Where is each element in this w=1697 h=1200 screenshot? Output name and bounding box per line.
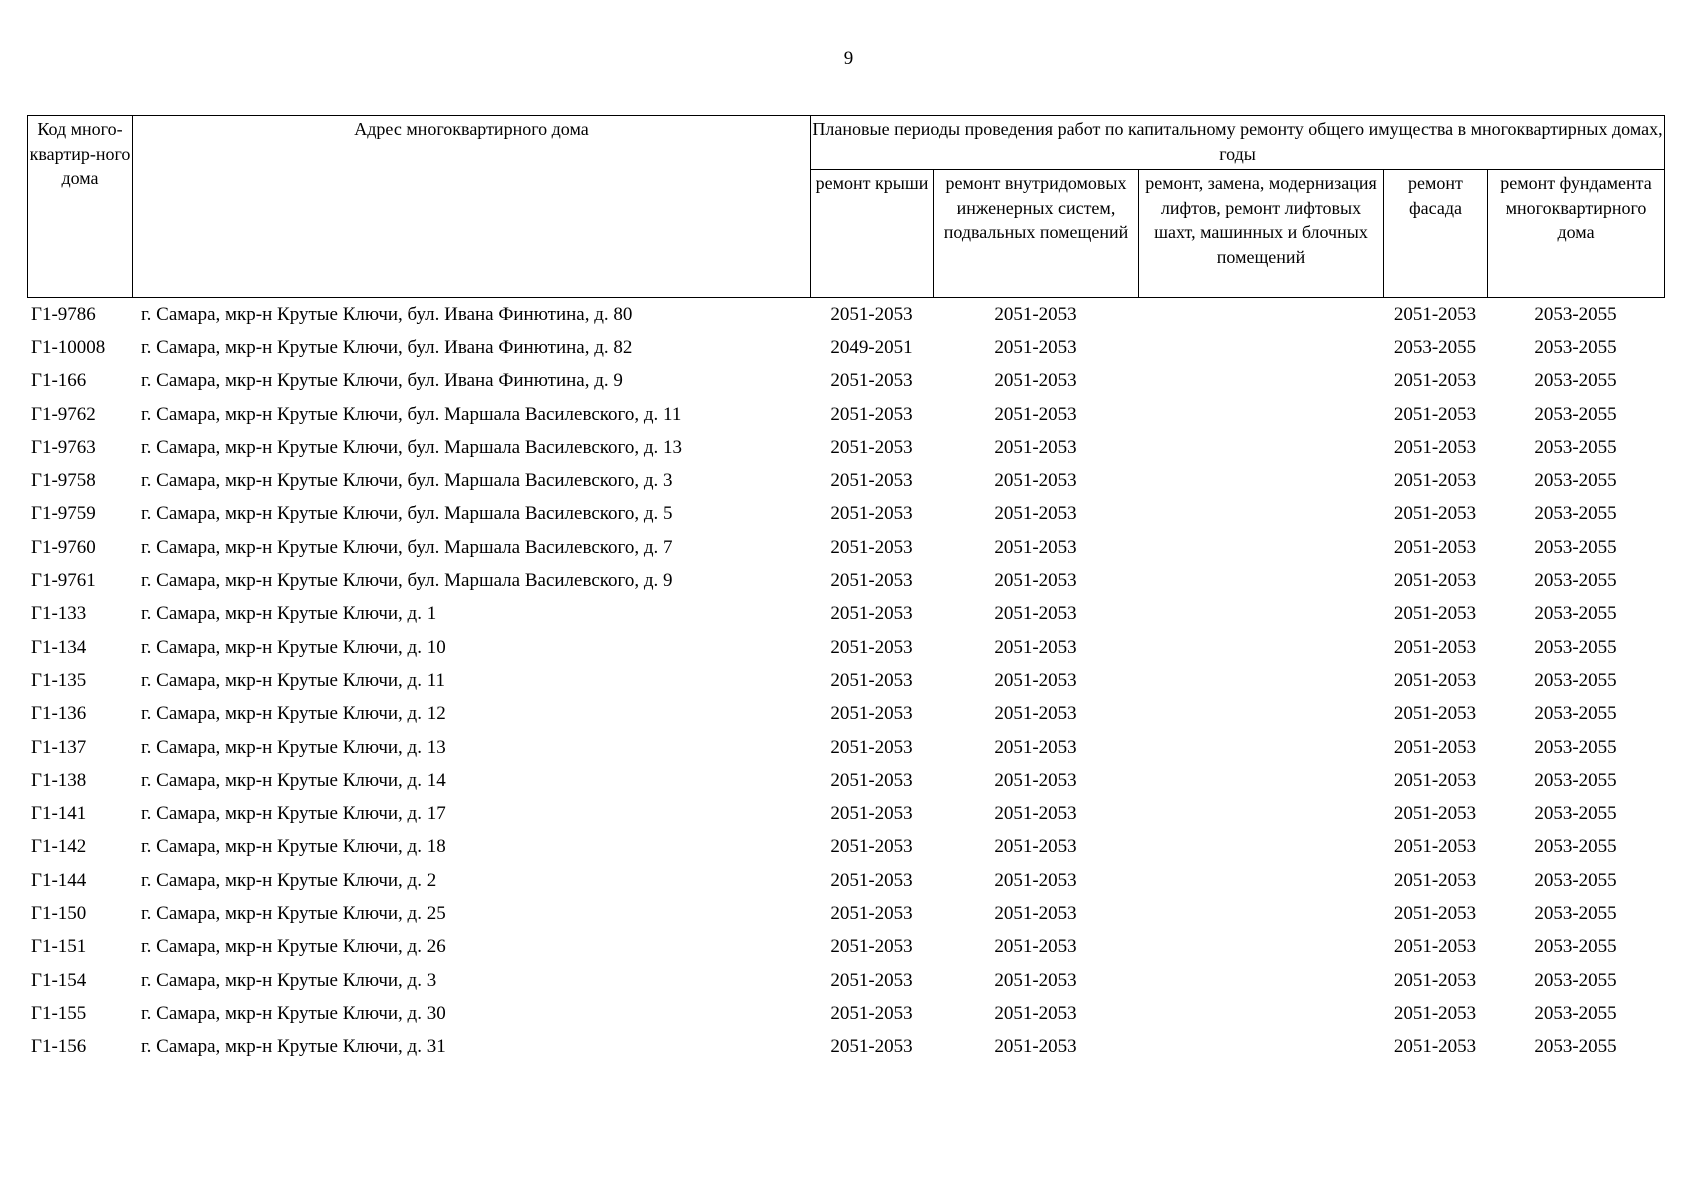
- cell-roof: 2051-2053: [830, 470, 913, 492]
- cell-engineering: 2051-2053: [994, 436, 1077, 458]
- cell-facade: 2051-2053: [1393, 570, 1477, 592]
- table-row: [27, 964, 1664, 997]
- cell-elevators: [1138, 365, 1383, 398]
- cell-elevators: [1138, 631, 1383, 664]
- header-engineering: ремонт внутридомовых инженерных систем, подвальных помещений: [934, 170, 1139, 298]
- header-foundation: ремонт фундамента многоквартирного дома: [1488, 170, 1665, 298]
- cell-facade: 2051-2053: [1393, 636, 1477, 658]
- cell-foundation: 2053-2055: [1534, 636, 1617, 658]
- cell-engineering: 2051-2053: [994, 536, 1077, 558]
- cell-engineering: 2051-2053: [994, 603, 1077, 625]
- cell-engineering: 2051-2053: [994, 669, 1077, 691]
- cell-address: г. Самара, мкр-н Крутые Ключи, бул. Маршала Василевского, д. 13: [141, 436, 683, 458]
- cell-facade: 2051-2053: [1393, 869, 1477, 891]
- cell-elevators: [1138, 298, 1383, 331]
- cell-code: Г1-134: [31, 636, 87, 658]
- cell-facade: 2051-2053: [1393, 769, 1477, 791]
- table-row: [27, 331, 1664, 364]
- table-row: [27, 698, 1664, 731]
- cell-code: Г1-142: [31, 836, 87, 858]
- table-row: [27, 664, 1664, 697]
- cell-facade: 2051-2053: [1393, 836, 1477, 858]
- cell-engineering: 2051-2053: [994, 969, 1077, 991]
- cell-roof: 2051-2053: [830, 902, 913, 924]
- cell-address: г. Самара, мкр-н Крутые Ключи, д. 1: [141, 603, 437, 625]
- table-row: [27, 864, 1664, 897]
- cell-facade: 2051-2053: [1393, 803, 1477, 825]
- cell-foundation: 2053-2055: [1534, 470, 1617, 492]
- cell-engineering: 2051-2053: [994, 769, 1077, 791]
- page-number: 9: [843, 48, 854, 69]
- cell-code: Г1-9762: [31, 403, 96, 425]
- cell-engineering: 2051-2053: [994, 403, 1077, 425]
- cell-code: Г1-141: [31, 803, 87, 825]
- cell-address: г. Самара, мкр-н Крутые Ключи, бул. Ивана Финютина, д. 82: [141, 336, 633, 358]
- cell-elevators: [1138, 664, 1383, 697]
- table-row: [27, 897, 1664, 930]
- cell-address: г. Самара, мкр-н Крутые Ключи, д. 2: [141, 869, 437, 891]
- cell-code: Г1-155: [31, 1002, 87, 1024]
- table-row: [27, 831, 1664, 864]
- cell-facade: 2051-2053: [1393, 503, 1477, 525]
- cell-address: г. Самара, мкр-н Крутые Ключи, д. 30: [141, 1002, 446, 1024]
- cell-address: г. Самара, мкр-н Крутые Ключи, д. 13: [141, 736, 446, 758]
- cell-foundation: 2053-2055: [1534, 703, 1617, 725]
- cell-facade: 2053-2055: [1393, 336, 1477, 358]
- cell-address: г. Самара, мкр-н Крутые Ключи, д. 14: [141, 769, 446, 791]
- cell-code: Г1-156: [31, 1036, 87, 1058]
- cell-foundation: 2053-2055: [1534, 836, 1617, 858]
- cell-roof: 2051-2053: [830, 969, 913, 991]
- table-header: [27, 115, 1665, 298]
- cell-foundation: 2053-2055: [1534, 603, 1617, 625]
- cell-elevators: [1138, 964, 1383, 997]
- cell-facade: 2051-2053: [1393, 1002, 1477, 1024]
- cell-foundation: 2053-2055: [1534, 769, 1617, 791]
- cell-engineering: 2051-2053: [994, 636, 1077, 658]
- cell-elevators: [1138, 831, 1383, 864]
- cell-facade: 2051-2053: [1393, 902, 1477, 924]
- cell-engineering: 2051-2053: [994, 936, 1077, 958]
- table-row: [27, 931, 1664, 964]
- table-row: [27, 298, 1664, 331]
- cell-address: г. Самара, мкр-н Крутые Ключи, д. 31: [141, 1036, 446, 1058]
- cell-foundation: 2053-2055: [1534, 969, 1617, 991]
- cell-code: Г1-136: [31, 703, 87, 725]
- cell-roof: 2051-2053: [830, 936, 913, 958]
- cell-code: Г1-137: [31, 736, 87, 758]
- cell-roof: 2051-2053: [830, 636, 913, 658]
- header-roof: ремонт крыши: [811, 170, 934, 298]
- cell-foundation: 2053-2055: [1534, 536, 1617, 558]
- cell-roof: 2051-2053: [830, 436, 913, 458]
- cell-roof: 2049-2051: [830, 336, 913, 358]
- cell-facade: 2051-2053: [1393, 370, 1477, 392]
- cell-roof: 2051-2053: [830, 1002, 913, 1024]
- cell-roof: 2051-2053: [830, 803, 913, 825]
- cell-roof: 2051-2053: [830, 669, 913, 691]
- header-code: Код много-квартир-ного дома: [28, 116, 133, 298]
- cell-facade: 2051-2053: [1393, 303, 1477, 325]
- cell-facade: 2051-2053: [1393, 703, 1477, 725]
- cell-roof: 2051-2053: [830, 769, 913, 791]
- cell-code: Г1-154: [31, 969, 87, 991]
- cell-code: Г1-10008: [31, 336, 106, 358]
- cell-address: г. Самара, мкр-н Крутые Ключи, д. 26: [141, 936, 446, 958]
- cell-foundation: 2053-2055: [1534, 736, 1617, 758]
- cell-engineering: 2051-2053: [994, 336, 1077, 358]
- table-row: [27, 731, 1664, 764]
- table-row: [27, 498, 1664, 531]
- table-row: [27, 531, 1664, 564]
- cell-code: Г1-166: [31, 370, 87, 392]
- cell-engineering: 2051-2053: [994, 1036, 1077, 1058]
- cell-address: г. Самара, мкр-н Крутые Ключи, бул. Маршала Василевского, д. 9: [141, 570, 673, 592]
- cell-code: Г1-150: [31, 902, 87, 924]
- cell-foundation: 2053-2055: [1534, 869, 1617, 891]
- cell-address: г. Самара, мкр-н Крутые Ключи, д. 17: [141, 803, 446, 825]
- cell-elevators: [1138, 731, 1383, 764]
- cell-engineering: 2051-2053: [994, 803, 1077, 825]
- cell-roof: 2051-2053: [830, 1036, 913, 1058]
- table-row: [27, 398, 1664, 431]
- cell-engineering: 2051-2053: [994, 570, 1077, 592]
- cell-foundation: 2053-2055: [1534, 336, 1617, 358]
- cell-elevators: [1138, 498, 1383, 531]
- cell-foundation: 2053-2055: [1534, 902, 1617, 924]
- cell-elevators: [1138, 431, 1383, 464]
- cell-elevators: [1138, 331, 1383, 364]
- cell-elevators: [1138, 897, 1383, 930]
- cell-engineering: 2051-2053: [994, 869, 1077, 891]
- cell-facade: 2051-2053: [1393, 436, 1477, 458]
- table-body: [27, 298, 1664, 1064]
- table-row: [27, 764, 1664, 797]
- cell-engineering: 2051-2053: [994, 1002, 1077, 1024]
- cell-roof: 2051-2053: [830, 736, 913, 758]
- header-elevators: ремонт, замена, модернизация лифтов, ремонт лифтовых шахт, машинных и блочных помещений: [1139, 170, 1384, 298]
- table-row: [27, 365, 1664, 398]
- cell-foundation: 2053-2055: [1534, 436, 1617, 458]
- cell-elevators: [1138, 797, 1383, 830]
- cell-roof: 2051-2053: [830, 503, 913, 525]
- cell-address: г. Самара, мкр-н Крутые Ключи, бул. Ивана Финютина, д. 9: [141, 370, 623, 392]
- cell-elevators: [1138, 931, 1383, 964]
- cell-facade: 2051-2053: [1393, 536, 1477, 558]
- cell-engineering: 2051-2053: [994, 470, 1077, 492]
- cell-elevators: [1138, 564, 1383, 597]
- cell-facade: 2051-2053: [1393, 1036, 1477, 1058]
- cell-roof: 2051-2053: [830, 869, 913, 891]
- table-row: [27, 564, 1664, 597]
- cell-facade: 2051-2053: [1393, 736, 1477, 758]
- cell-address: г. Самара, мкр-н Крутые Ключи, д. 11: [141, 669, 445, 691]
- cell-address: г. Самара, мкр-н Крутые Ключи, д. 3: [141, 969, 437, 991]
- cell-elevators: [1138, 464, 1383, 497]
- cell-address: г. Самара, мкр-н Крутые Ключи, бул. Маршала Василевского, д. 7: [141, 536, 673, 558]
- table-row: [27, 431, 1664, 464]
- cell-address: г. Самара, мкр-н Крутые Ключи, бул. Маршала Василевского, д. 3: [141, 470, 673, 492]
- cell-engineering: 2051-2053: [994, 836, 1077, 858]
- cell-engineering: 2051-2053: [994, 303, 1077, 325]
- header-periods-group: Плановые периоды проведения работ по капитальному ремонту общего имущества в многоквартирных домах, годы: [811, 116, 1665, 170]
- cell-address: г. Самара, мкр-н Крутые Ключи, д. 25: [141, 902, 446, 924]
- cell-engineering: 2051-2053: [994, 736, 1077, 758]
- cell-code: Г1-138: [31, 769, 87, 791]
- cell-facade: 2051-2053: [1393, 936, 1477, 958]
- cell-roof: 2051-2053: [830, 836, 913, 858]
- cell-elevators: [1138, 698, 1383, 731]
- header-facade: ремонт фасада: [1384, 170, 1488, 298]
- cell-facade: 2051-2053: [1393, 470, 1477, 492]
- cell-address: г. Самара, мкр-н Крутые Ключи, бул. Маршала Василевского, д. 11: [141, 403, 682, 425]
- header-address: Адрес многоквартирного дома: [133, 116, 811, 298]
- cell-code: Г1-151: [31, 936, 87, 958]
- cell-facade: 2051-2053: [1393, 603, 1477, 625]
- cell-elevators: [1138, 1031, 1383, 1064]
- cell-foundation: 2053-2055: [1534, 669, 1617, 691]
- cell-code: Г1-135: [31, 669, 87, 691]
- cell-foundation: 2053-2055: [1534, 370, 1617, 392]
- table-row: [27, 598, 1664, 631]
- cell-roof: 2051-2053: [830, 703, 913, 725]
- cell-foundation: 2053-2055: [1534, 1002, 1617, 1024]
- cell-foundation: 2053-2055: [1534, 1036, 1617, 1058]
- table-row: [27, 1031, 1664, 1064]
- cell-code: Г1-9761: [31, 570, 96, 592]
- cell-elevators: [1138, 764, 1383, 797]
- cell-code: Г1-9786: [31, 303, 96, 325]
- cell-elevators: [1138, 531, 1383, 564]
- table-row: [27, 464, 1664, 497]
- table-row: [27, 631, 1664, 664]
- cell-facade: 2051-2053: [1393, 403, 1477, 425]
- cell-code: Г1-133: [31, 603, 87, 625]
- cell-roof: 2051-2053: [830, 570, 913, 592]
- cell-address: г. Самара, мкр-н Крутые Ключи, д. 18: [141, 836, 446, 858]
- cell-engineering: 2051-2053: [994, 902, 1077, 924]
- cell-foundation: 2053-2055: [1534, 803, 1617, 825]
- cell-code: Г1-9759: [31, 503, 96, 525]
- cell-code: Г1-144: [31, 869, 87, 891]
- cell-engineering: 2051-2053: [994, 503, 1077, 525]
- cell-foundation: 2053-2055: [1534, 570, 1617, 592]
- cell-engineering: 2051-2053: [994, 703, 1077, 725]
- table-row: [27, 997, 1664, 1030]
- cell-roof: 2051-2053: [830, 403, 913, 425]
- cell-foundation: 2053-2055: [1534, 403, 1617, 425]
- cell-address: г. Самара, мкр-н Крутые Ключи, бул. Маршала Василевского, д. 5: [141, 503, 673, 525]
- cell-foundation: 2053-2055: [1534, 503, 1617, 525]
- cell-roof: 2051-2053: [830, 536, 913, 558]
- cell-elevators: [1138, 864, 1383, 897]
- cell-roof: 2051-2053: [830, 603, 913, 625]
- cell-code: Г1-9763: [31, 436, 96, 458]
- cell-facade: 2051-2053: [1393, 969, 1477, 991]
- table-row: [27, 797, 1664, 830]
- cell-elevators: [1138, 598, 1383, 631]
- cell-code: Г1-9758: [31, 470, 96, 492]
- cell-roof: 2051-2053: [830, 303, 913, 325]
- cell-address: г. Самара, мкр-н Крутые Ключи, д. 10: [141, 636, 446, 658]
- cell-address: г. Самара, мкр-н Крутые Ключи, бул. Ивана Финютина, д. 80: [141, 303, 633, 325]
- cell-engineering: 2051-2053: [994, 370, 1077, 392]
- cell-roof: 2051-2053: [830, 370, 913, 392]
- cell-foundation: 2053-2055: [1534, 303, 1617, 325]
- cell-elevators: [1138, 997, 1383, 1030]
- cell-foundation: 2053-2055: [1534, 936, 1617, 958]
- cell-elevators: [1138, 398, 1383, 431]
- cell-address: г. Самара, мкр-н Крутые Ключи, д. 12: [141, 703, 446, 725]
- cell-facade: 2051-2053: [1393, 669, 1477, 691]
- cell-code: Г1-9760: [31, 536, 96, 558]
